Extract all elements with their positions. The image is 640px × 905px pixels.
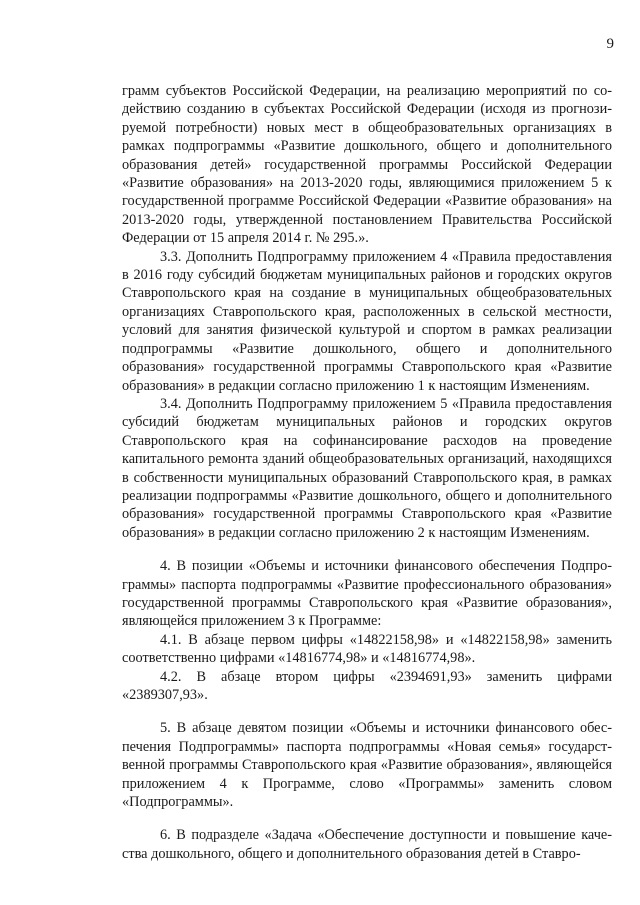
paragraph-4-1: 4.1. В абзаце первом цифры «14822158,98» и «14822158,98» заменить соответственно цифрами «14816774,98» и «14816774,98». [122, 631, 612, 667]
document-body [122, 82, 612, 863]
paragraph-5: 5. В абзаце девятом позиции «Объемы и источники финансового обеспечения Подпрограммы» паспорта подпрограммы «Новая семья» государственной программы Ставропольского края «Развитие образования», являющейся приложением 4 к Программе, слово «Программы» заменить словом «Подпрограммы». [122, 720, 612, 811]
paragraph-3-3: 3.3. Дополнить Подпрограмму приложением 4 «Правила предоставления в 2016 году субсидий бюджетам муниципальных районов и городских округов Ставропольского края на создание в муниципальных общеобразовательных организациях Ставропольского края, расположенных в сельской местности, условий для занятия физической культурой и спортом в рамках реализации подпрограммы «Развитие дошкольного, общего и дополнительного образования» государственной программы Ставропольского края «Развитие образования» в редакции согласно приложению 1 к настоящим Изменениям. [122, 248, 612, 394]
page-number: 9 [606, 36, 614, 52]
paragraph-continuation: грамм субъектов Российской Федерации, на реализацию мероприятий по содействию созданию в субъектах Российской Федерации (исходя из прогнозируемой потребности) новых мест в общеобразовательных организациях в рамках подпрограммы «Развитие дошкольного, общего и дополнительного образования детей» государственной программы Российской Федерации «Развитие образования» на 2013-2020 годы, являющимися приложением 5 к государственной программе Российской Федерации «Развитие образования» на 2013-2020 годы, утвержденной постановлением Правительства Российской Федерации от 15 апреля 2014 г. № 295.». [122, 83, 612, 247]
paragraph-4: 4. В позиции «Объемы и источники финансового обеспечения Подпрограммы» паспорта подпрограммы «Развитие профессионального образования» государственной программы Ставропольского края «Развитие образования», являющейся приложением 3 к Программе: [122, 558, 612, 630]
paragraph-6: 6. В подразделе «Задача «Обеспечение доступности и повышение качества дошкольного, общего и дополнительного образования детей в Ставро- [122, 827, 612, 862]
paragraph-4-2: 4.2. В абзаце втором цифры «2394691,93» заменить цифрами «2389307,93». [122, 668, 612, 703]
paragraph-3-4: 3.4. Дополнить Подпрограмму приложением 5 «Правила предоставления субсидий бюджетам муниципальных районов и городских округов Ставропольского края на софинансирование расходов на проведение капитального ремонта зданий общеобразовательных организаций, находящихся в собственности муниципальных образований Ставропольского края, в рамках реализации подпрограммы «Развитие дошкольного, общего и дополнительного образования» государственной программы Ставропольского края «Развитие образования» в редакции согласно приложению 2 к настоящим Изменениям. [122, 395, 612, 541]
